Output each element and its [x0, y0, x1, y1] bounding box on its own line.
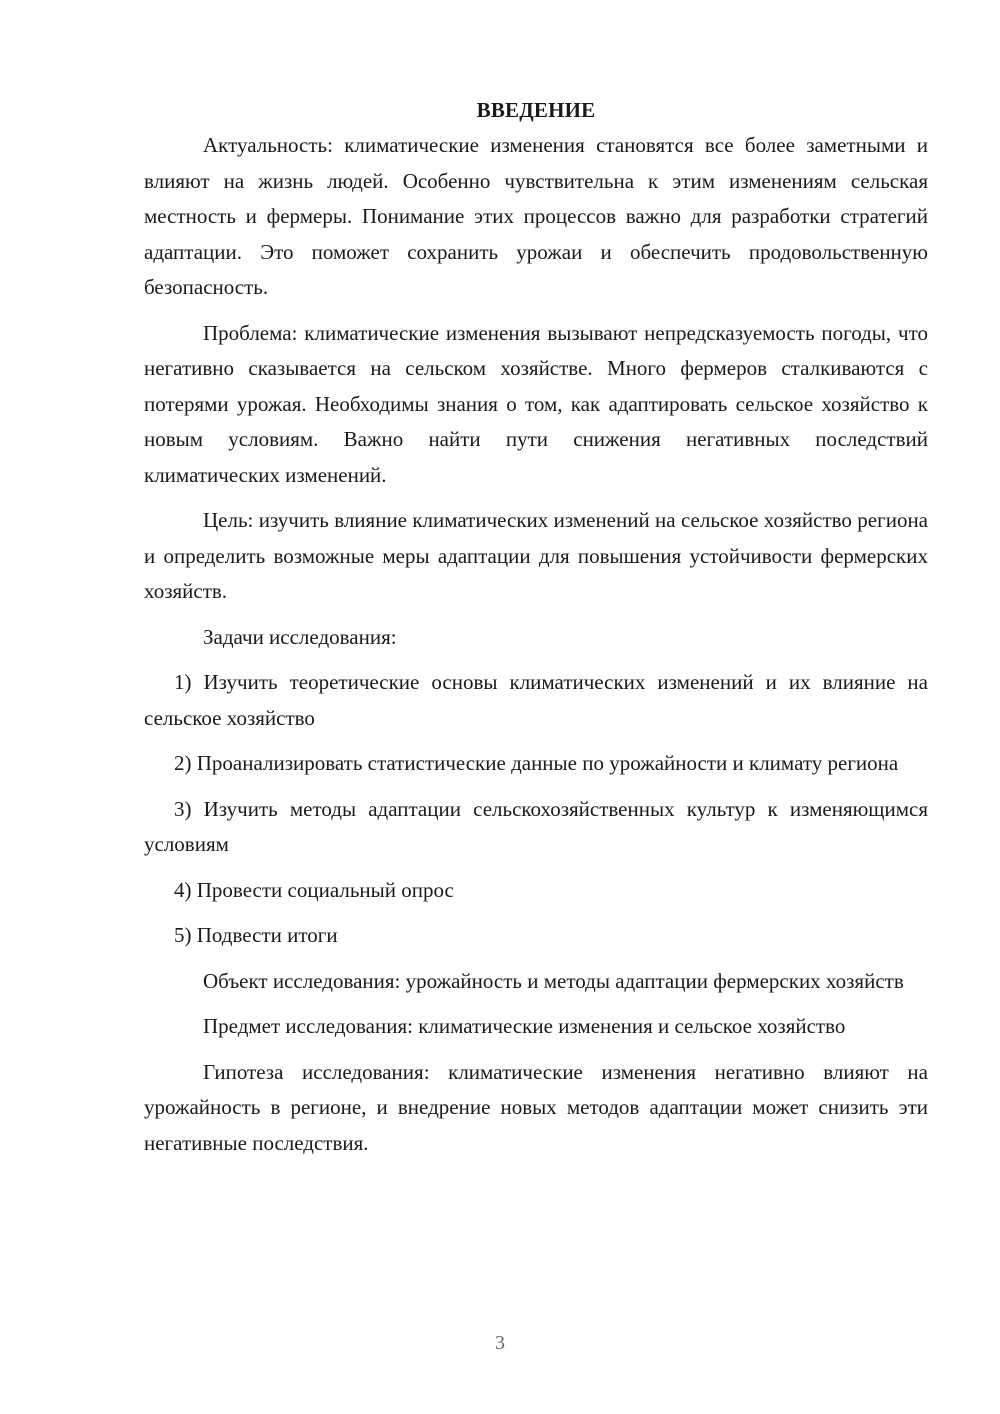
list-item: 1) Изучить теоретические основы климатических изменений и их влияние на сельское хозяйство: [144, 670, 928, 730]
page-number: 3: [495, 1332, 505, 1354]
hypothesis-paragraph: Гипотеза исследования: климатические изменения негативно влияют на урожайность в регионе, и внедрение новых методов адаптации может снизить эти негативные последствия.: [144, 1059, 928, 1155]
list-item: 2) Проанализировать статистические данные по урожайности и климату региона: [174, 751, 899, 775]
tasks-list: [144, 665, 928, 954]
object-paragraph: Объект исследования: урожайность и методы адаптации фермерских хозяйств: [203, 968, 904, 993]
document-page: [144, 96, 928, 1171]
tasks-heading: Задачи исследования:: [203, 624, 397, 649]
list-item: 5) Подвести итоги: [174, 923, 338, 947]
problem-paragraph: Проблема: климатические изменения вызывают непредсказуемость погоды, что негативно сказывается на сельском хозяйстве. Много фермеров сталкиваются с потерями урожая. Необходимы знания о том, как адаптировать сельское хозяйство к новым условиям. Важно найти пути снижения негативных последствий климатических изменений.: [144, 320, 928, 487]
subject-paragraph: Предмет исследования: климатические изменения и сельское хозяйство: [203, 1014, 846, 1038]
list-item: 3) Изучить методы адаптации сельскохозяйственных культур к изменяющимся условиям: [144, 796, 928, 856]
page-title: ВВЕДЕНИЕ: [476, 98, 596, 122]
goal-paragraph: Цель: изучить влияние климатических изменений на сельское хозяйство региона и определить возможные меры адаптации для повышения устойчивости фермерских хозяйств.: [144, 508, 928, 603]
relevance-paragraph: Актуальность: климатические изменения становятся все более заметными и влияют на жизнь людей. Особенно чувствительна к этим изменениям сельская местность и фермеры. Понимание этих процессов важно для разработки стратегий адаптации. Это поможет сохранить урожаи и обеспечить продовольственную безопасность.: [144, 133, 928, 299]
list-item: 4) Провести социальный опрос: [174, 877, 454, 902]
